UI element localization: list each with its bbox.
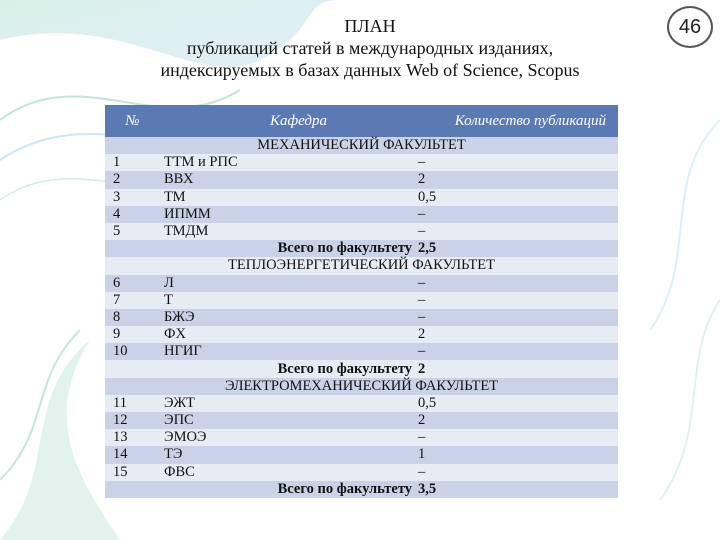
table-row [105, 275, 618, 292]
total-label: Всего по факультету [105, 240, 418, 257]
row-num: 15 [105, 464, 160, 481]
row-dept: ТТМ и РПС [160, 154, 418, 171]
title-line-1: ПЛАН [344, 16, 396, 36]
header-count: Количество публикаций [418, 105, 618, 137]
row-dept: Л [160, 275, 418, 292]
row-num: 3 [105, 189, 160, 206]
table-row [105, 464, 618, 481]
table-row [105, 326, 618, 343]
table-row [105, 171, 618, 188]
table-row [105, 309, 618, 326]
total-label: Всего по факультету [105, 481, 418, 498]
row-count: – [418, 223, 618, 240]
row-count: 2 [418, 171, 618, 188]
row-num: 7 [105, 292, 160, 309]
faculty-name: ЭЛЕКТРОМЕХАНИЧЕСКИЙ ФАКУЛЬТЕТ [105, 378, 618, 395]
row-num: 4 [105, 206, 160, 223]
row-count: 0,5 [418, 395, 618, 412]
total-value: 3,5 [418, 481, 618, 498]
total-value: 2 [418, 360, 618, 377]
row-num: 8 [105, 309, 160, 326]
title-line-3: индексируемых в базах данных Web of Science, Scopus [160, 60, 580, 80]
row-num: 12 [105, 412, 160, 429]
row-count: – [418, 309, 618, 326]
header-num: № [105, 105, 160, 137]
publications-table [105, 105, 618, 498]
faculty-row [105, 378, 618, 395]
row-count: – [418, 292, 618, 309]
table-row [105, 154, 618, 171]
row-num: 14 [105, 446, 160, 463]
row-count: – [418, 343, 618, 360]
table-row [105, 223, 618, 240]
faculty-total-row [105, 360, 618, 377]
page-number: 46 [678, 15, 702, 38]
row-dept: ВВХ [160, 171, 418, 188]
faculty-row [105, 137, 618, 154]
table-row [105, 429, 618, 446]
row-dept: ЭПС [160, 412, 418, 429]
table-row [105, 395, 618, 412]
table-row [105, 189, 618, 206]
row-count: – [418, 206, 618, 223]
row-dept: ТМДМ [160, 223, 418, 240]
row-dept: ИПММ [160, 206, 418, 223]
table-header-row [105, 105, 618, 137]
row-num: 10 [105, 343, 160, 360]
row-num: 13 [105, 429, 160, 446]
header-dept: Кафедра [160, 105, 418, 137]
total-value: 2,5 [418, 240, 618, 257]
faculty-total-row [105, 240, 618, 257]
table-row [105, 446, 618, 463]
title-line-2: публикаций статей в международных изданиях, [186, 38, 554, 58]
row-dept: ФВС [160, 464, 418, 481]
table-row [105, 292, 618, 309]
table-row [105, 412, 618, 429]
row-count: 2 [418, 412, 618, 429]
row-dept: Т [160, 292, 418, 309]
page-number-badge [667, 6, 713, 48]
page-title [100, 15, 640, 81]
row-count: – [418, 275, 618, 292]
row-dept: БЖЭ [160, 309, 418, 326]
row-num: 11 [105, 395, 160, 412]
row-dept: ЭЖТ [160, 395, 418, 412]
faculty-name: ТЕПЛОЭНЕРГЕТИЧЕСКИЙ ФАКУЛЬТЕТ [105, 257, 618, 274]
row-count: 2 [418, 326, 618, 343]
row-dept: ТЭ [160, 446, 418, 463]
faculty-row [105, 257, 618, 274]
row-count: – [418, 154, 618, 171]
table-row [105, 206, 618, 223]
row-dept: НГИГ [160, 343, 418, 360]
row-num: 9 [105, 326, 160, 343]
row-dept: ЭМОЭ [160, 429, 418, 446]
row-num: 6 [105, 275, 160, 292]
faculty-name: МЕХАНИЧЕСКИЙ ФАКУЛЬТЕТ [105, 137, 618, 154]
row-count: – [418, 429, 618, 446]
row-dept: ТМ [160, 189, 418, 206]
total-label: Всего по факультету [105, 360, 418, 377]
table-row [105, 343, 618, 360]
row-count: – [418, 464, 618, 481]
row-dept: ФХ [160, 326, 418, 343]
row-num: 2 [105, 171, 160, 188]
row-count: 0,5 [418, 189, 618, 206]
row-count: 1 [418, 446, 618, 463]
row-num: 1 [105, 154, 160, 171]
faculty-total-row [105, 481, 618, 498]
row-num: 5 [105, 223, 160, 240]
